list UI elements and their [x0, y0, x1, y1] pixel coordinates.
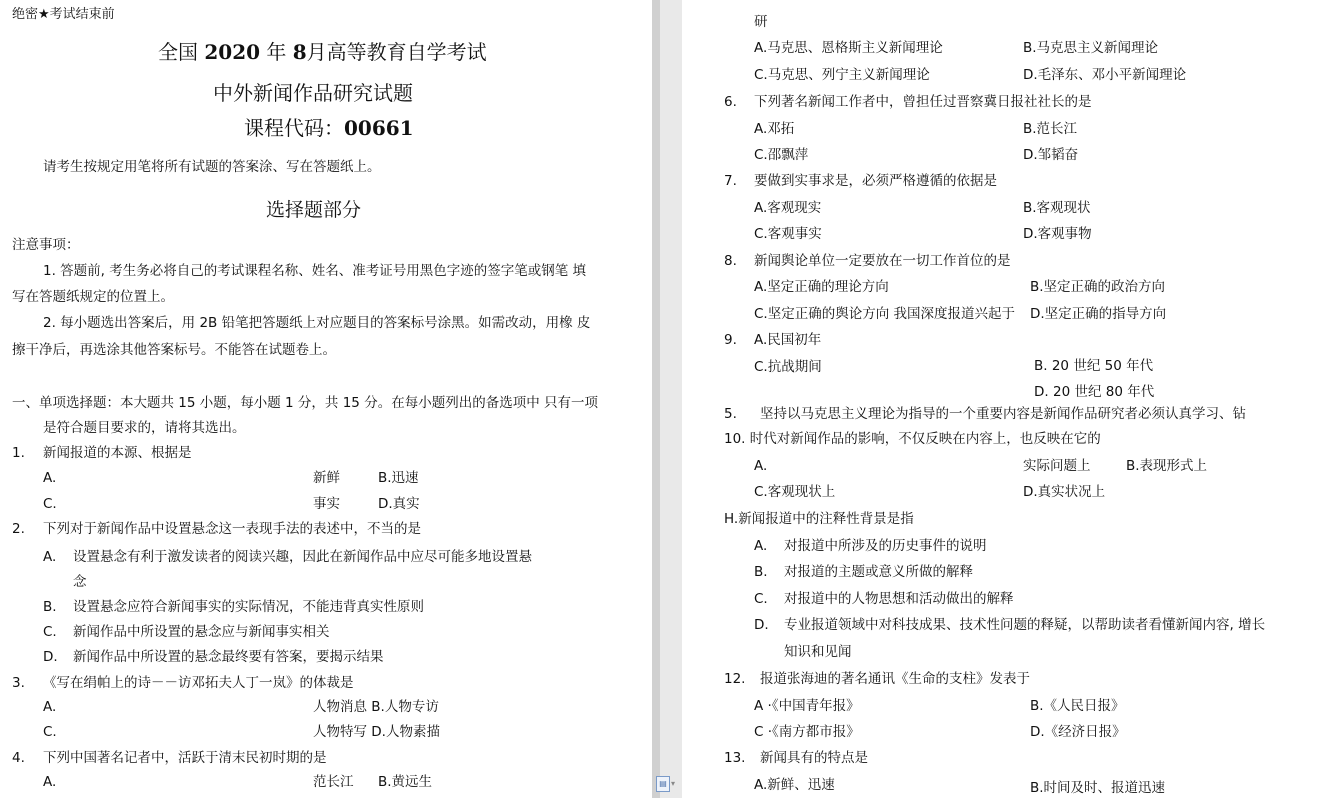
q7-text: 要做到实事求是，必须严格遵循的依据是	[754, 173, 997, 189]
page-title-line1	[158, 40, 487, 64]
q1-option-c-label: C.	[43, 496, 57, 512]
q1-number: 1.	[12, 445, 25, 461]
q10-text: 10. 时代对新闻作品的影响，不仅反映在内容上，也反映在它的	[724, 431, 1101, 447]
title-text: 全国	[158, 40, 198, 64]
q12-option-b: B.《人民日报》	[1030, 698, 1125, 714]
q2-option-a-line2: 念	[73, 574, 87, 590]
q2-option-a-line1: 设置悬念有利于激发读者的阅读兴趣，因此在新闻作品中应尽可能多地设置悬	[73, 549, 532, 565]
q11-option-a-label: A.	[754, 538, 768, 554]
q9-number: 9.	[724, 332, 737, 348]
q2-option-d: 新闻作品中所设置的悬念最终要有答案，要揭示结果	[73, 649, 384, 665]
q11-option-d-line2: 知识和见闻	[784, 644, 852, 660]
q4-option-a-label: A.	[43, 774, 57, 790]
q11-option-a: 对报道中所涉及的历史事件的说明	[784, 538, 987, 554]
q8-option-b: B.坚定正确的政治方向	[1030, 279, 1166, 295]
q5-number: 5.	[724, 406, 737, 422]
left-page	[0, 0, 652, 798]
q9-option-a: A.民国初年	[754, 332, 822, 348]
q11-option-d-line1: 专业报道领域中对科技成果、技术性问题的释疑，以帮助读者看懂新闻内容, 增长	[784, 617, 1266, 633]
q7-number: 7.	[724, 173, 737, 189]
note2-line2: 擦干净后，再选涂其他答案标号。不能答在试题卷上。	[12, 342, 336, 358]
q6-option-a: A.邓拓	[754, 121, 795, 137]
course-code: 00661	[344, 116, 414, 140]
q7-option-c: C.客观事实	[754, 226, 822, 242]
title-year: 2020	[204, 40, 261, 64]
q11-option-b: 对报道的主题或意义所做的解释	[784, 564, 973, 580]
q1-option-a-label: A.	[43, 470, 57, 486]
q12-text: 报道张海迪的著名通讯《生命的支柱》发表于	[760, 671, 1030, 687]
q8-option-a: A.坚定正确的理论方向	[754, 279, 889, 295]
note2-line1: 2. 每小题选出答案后，用 2B 铅笔把答题纸上对应题目的答案标号涂黑。如需改动，用橡 皮	[43, 315, 591, 331]
title-text: 年	[266, 40, 287, 64]
q11-option-b-label: B.	[754, 564, 768, 580]
q10-option-a: 实际问题上	[1023, 458, 1091, 474]
q9-option-d: D. 20 世纪 80 年代	[1034, 384, 1155, 400]
q9-option-c: C.抗战期间	[754, 359, 822, 375]
q2-option-a-label: A.	[43, 549, 57, 565]
course-code-line	[244, 116, 414, 140]
page-title-line2: 中外新闻作品研究试题	[213, 81, 413, 105]
q4-option-a: 范长江	[313, 774, 354, 790]
note1-line1: 1. 答题前, 考生务必将自己的考试课程名称、姓名、准考证号用黑色字迹的签字笔或钢笔 填	[43, 263, 587, 279]
q13-number: 13.	[724, 750, 746, 766]
q13-text: 新闻具有的特点是	[760, 750, 868, 766]
title-month: 8	[292, 40, 307, 64]
q8-number: 8.	[724, 253, 737, 269]
q8-option-c: C.坚定正确的舆论方向 我国深度报道兴起于	[754, 306, 1016, 322]
part1-line2: 是符合题目要求的，请将其选出。	[43, 420, 246, 436]
q3-text: 《写在绢帕上的诗－－访邓拓夫人丁一岚》的体裁是	[43, 675, 354, 691]
q1-option-b: B.迅速	[378, 470, 419, 486]
q10-option-b: B.表现形式上	[1126, 458, 1208, 474]
document-icon[interactable]: ▤	[656, 776, 670, 792]
q2-option-b-label: B.	[43, 599, 57, 615]
q11-option-c: 对报道中的人物思想和活动做出的解释	[784, 591, 1014, 607]
q13-option-b: B.时间及时、报道迅速	[1030, 780, 1166, 796]
q12-option-d: D.《经济日报》	[1030, 724, 1126, 740]
q5-option-c: C.马克思、列宁主义新闻理论	[754, 67, 930, 83]
q12-option-c: C ·《南方都市报》	[754, 724, 860, 740]
q10-option-d: D.真实状况上	[1023, 484, 1106, 500]
section-title: 选择题部分	[266, 199, 362, 221]
q6-text: 下列著名新闻工作者中，曾担任过晋察冀日报社社长的是	[754, 94, 1092, 110]
caret-down-icon[interactable]: ▾	[671, 779, 676, 788]
q3-option-c-label: C.	[43, 724, 57, 740]
q2-option-c: 新闻作品中所设置的悬念应与新闻事实相关	[73, 624, 330, 640]
q1-option-c: 事实	[313, 496, 340, 512]
q5-continued-fragment: 研	[754, 14, 768, 30]
q4-text: 下列中国著名记者中，活跃于清末民初时期的是	[43, 750, 327, 766]
q10-option-a-label: A.	[754, 458, 768, 474]
q6-option-c: C.邵飘萍	[754, 147, 809, 163]
q1-option-a: 新鲜	[313, 470, 340, 486]
page-gutter	[652, 0, 682, 798]
q5-option-d: D.毛泽东、邓小平新闻理论	[1023, 67, 1187, 83]
instruction-text: 请考生按规定用笔将所有试题的答案涂、写在答题纸上。	[43, 159, 381, 175]
q8-text: 新闻舆论单位一定要放在一切工作首位的是	[754, 253, 1011, 269]
q10-option-c: C.客观现状上	[754, 484, 836, 500]
title-text: 月高等教育自学考试	[306, 40, 487, 64]
q7-option-d: D.客观事物	[1023, 226, 1092, 242]
q12-number: 12.	[724, 671, 746, 687]
q13-option-a: A.新鲜、迅速	[754, 777, 835, 793]
q11-text: H.新闻报道中的注释性背景是指	[724, 511, 914, 527]
q2-option-b: 设置悬念应符合新闻事实的实际情况，不能违背真实性原则	[73, 599, 424, 615]
q3-number: 3.	[12, 675, 25, 691]
q3-option-a-b: 人物消息 B.人物专访	[313, 699, 439, 715]
confidential-label: 绝密★考试结束前	[12, 7, 115, 22]
q7-option-b: B.客观现状	[1023, 200, 1091, 216]
note1-line2: 写在答题纸规定的位置上。	[12, 289, 174, 305]
q4-option-b: B.黄远生	[378, 774, 433, 790]
q5-option-b: B.马克思主义新闻理论	[1023, 40, 1159, 56]
q1-option-d: D.真实	[378, 496, 420, 512]
q1-text: 新闻报道的本源、根据是	[43, 445, 192, 461]
q2-number: 2.	[12, 521, 25, 537]
q6-option-d: D.邹韬奋	[1023, 147, 1079, 163]
q7-option-a: A.客观现实	[754, 200, 822, 216]
course-code-label: 课程代码：	[244, 116, 344, 140]
q6-number: 6.	[724, 94, 737, 110]
q2-text: 下列对于新闻作品中设置悬念这一表现手法的表述中，不当的是	[43, 521, 421, 537]
q2-option-c-label: C.	[43, 624, 57, 640]
q6-option-b: B.范长江	[1023, 121, 1078, 137]
q5-option-a: A.马克思、恩格斯主义新闻理论	[754, 40, 943, 56]
q8-option-d: D.坚定正确的指导方向	[1030, 306, 1167, 322]
q5-text: 坚持以马克思主义理论为指导的一个重要内容是新闻作品研究者必须认真学习、钻	[760, 406, 1246, 422]
q3-option-a-label: A.	[43, 699, 57, 715]
gutter-shadow	[652, 0, 660, 798]
notes-header: 注意事项：	[12, 237, 80, 253]
q11-option-d-label: D.	[754, 617, 769, 633]
q9-option-b: B. 20 世纪 50 年代	[1034, 358, 1154, 374]
part1-line1: 一、单项选择题：本大题共 15 小题，每小题 1 分，共 15 分。在每小题列出的备选项中 只有一项	[12, 395, 598, 411]
q11-option-c-label: C.	[754, 591, 768, 607]
q3-option-c-d: 人物特写 D.人物素描	[313, 724, 440, 740]
right-page	[682, 0, 1325, 798]
q2-option-d-label: D.	[43, 649, 58, 665]
q12-option-a: A ·《中国青年报》	[754, 698, 860, 714]
q4-number: 4.	[12, 750, 25, 766]
